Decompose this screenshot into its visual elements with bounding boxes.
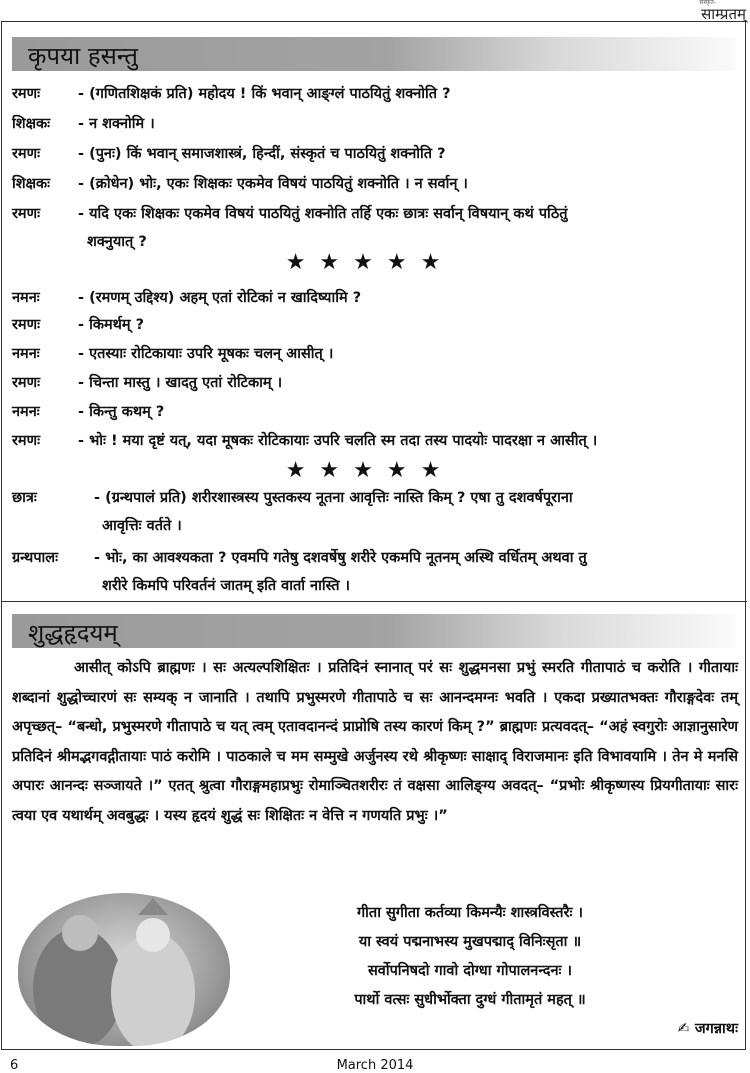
author-signature — [678, 1018, 738, 1038]
verse-line: सर्वोपनिषदो गावो दोग्धा गोपालनन्दनः । — [367, 963, 573, 979]
speaker: रमणः — [12, 86, 41, 102]
dialogue-line — [12, 401, 738, 421]
dialogue-text: - भोः ! मया दृष्टं यत्, यदा मूषकः रोटिकायाः उपरि चलति स्म तदा तस्य पादयोः पादरक्षा न आसीत् । — [78, 433, 598, 449]
brand-small: संस्कृत- — [699, 0, 716, 6]
dialogue-text: - (क्रोधेन) भोः, एकः शिक्षकः एकमेव विषयं पाठयितुं शक्नोति । न सर्वान् । — [78, 176, 468, 192]
speaker: रमणः — [12, 146, 41, 162]
dialogue-line — [12, 203, 738, 223]
story-paragraph: आसीत् कोऽपि ब्राह्मणः । सः अत्यल्पशिक्षितः । प्रतिदिनं स्नानात् परं सः शुद्धमनसा प्रभुं स्मरति गीतापाठं च करोति । गीतायाः शब्दानां शुद्धोच्चारणं सः सम्यक् न जानाति । तथापि प्रभुस्मरणे गीतापाठे च सः आनन्दमग्नः भवति । एकदा प्रख्यातभक्तः गौराङ्गदेवः तम् अपृच्छत्– “बन्धो, प्रभुस्मरणे गीतापाठे च यत् त्वम् एतावदानन्दं प्राप्नोषि तस्य कारणं किम् ?” ब्राह्मणः प्रत्यवदत्– “अहं स्वगुरोः आज्ञानुसारेण प्रतिदिनं श्रीमद्भगवद्गीतायाः पाठं करोमि । पाठकाले च मम सम्मुखे अर्जुनस्य रथे श्रीकृष्णः साक्षाद् विराजमानः इति विभावयामि । तेन मे मनसि अपारः आनन्दः सञ्जायते ।” एतत् श्रुत्वा गौराङ्गमहाप्रभुः रोमाञ्चितशरीरः तं वक्षसा आलिङ्ग्य अवदत्– “प्रभोः श्रीकृष्णस्य प्रियगीतायाः सारः त्वया एव यथार्थम् अवबुद्धः । यस्य हृदयं शुद्धं सः शिक्षितः न वेत्ति न गणयति प्रभुः ।” — [12, 660, 738, 824]
section-divider — [1, 601, 747, 602]
dialogue-text: - (रमणम् उद्दिश्य) अहम् एतां रोटिकां न खादिष्यामि ? — [78, 290, 362, 306]
dialogue-continuation: आवृत्तिः वर्तते । — [102, 518, 182, 534]
dialogue-text: - एतस्याः रोटिकायाः उपरि मूषकः चलन् आसीत् । — [78, 346, 334, 362]
section1-title: कृपया हसन्तु — [28, 42, 138, 70]
author-name: जगन्नाथः — [694, 1021, 738, 1037]
dialogue-continuation: शरीरे किमपि परिवर्तनं जातम् इति वार्ता नास्ति । — [102, 578, 351, 594]
verse-line: गीता सुगीता कर्तव्या किमन्यैः शास्त्रविस्तरैः । — [357, 905, 583, 921]
dialogue-text: - (गणितशिक्षकं प्रति) महोदय ! किं भवान् आङ्ग्लं पाठयितुं शक्नोति ? — [78, 86, 451, 102]
dialogue-line — [12, 83, 738, 103]
issue-date: March 2014 — [336, 1058, 414, 1073]
speaker: छात्रः — [12, 490, 37, 506]
speaker: नमनः — [12, 290, 40, 306]
dialogue-text: - (पुनः) किं भवान् समाजशास्त्रं, हिन्दीं, संस्कृतं च पाठयितुं शक्नोति ? — [78, 146, 446, 162]
dialogue-text: - किन्तु कथम् ? — [78, 404, 165, 420]
section2-title: शुद्धहृदयम् — [28, 619, 118, 647]
verse-line: पार्थो वत्सः सुधीर्भोक्ता दुग्धं गीतामृतं महत् ॥ — [354, 992, 586, 1008]
brand-name: साम्प्रतम् — [701, 5, 746, 23]
speaker: रमणः — [12, 206, 41, 222]
star-separator: ★★★★★ — [285, 250, 455, 275]
dialogue-line — [12, 143, 738, 163]
dialogue-line — [12, 343, 738, 363]
quill-icon: ✍ — [677, 1021, 695, 1037]
section1-title-bar — [12, 37, 736, 71]
dialogue-line — [12, 287, 738, 307]
verse-line: या स्वयं पद्मनाभस्य मुखपद्माद् विनिःसृता ॥ — [358, 934, 582, 950]
dialogue-text: - चिन्ता मास्तु । खादतु एतां रोटिकाम् । — [78, 375, 283, 391]
magazine-brand — [699, 0, 746, 22]
speaker: ग्रन्थपालः — [12, 550, 59, 566]
speaker: शिक्षकः — [12, 176, 51, 192]
page-number: 6 — [10, 1058, 19, 1073]
speaker: रमणः — [12, 433, 41, 449]
speaker: रमणः — [12, 317, 41, 333]
dialogue-line — [12, 487, 738, 507]
star-separator: ★★★★★ — [285, 458, 455, 483]
speaker: नमनः — [12, 346, 40, 362]
dialogue-text: - भोः, का आवश्यकता ? एवमपि गतेषु दशवर्षेषु शरीरे एकमपि नूतनम् अस्थि वर्धितम् अथवा तु — [94, 550, 587, 566]
krishna-arjuna-illustration — [18, 893, 230, 1046]
dialogue-line — [12, 314, 738, 334]
speaker: नमनः — [12, 404, 40, 420]
speaker: शिक्षकः — [12, 116, 51, 132]
dialogue-line — [12, 372, 738, 392]
dialogue-line — [12, 430, 738, 450]
dialogue-text: - न शक्नोमि । — [78, 116, 155, 132]
dialogue-text: - यदि एकः शिक्षकः एकमेव विषयं पाठयितुं शक्नोति तर्हि एकः छात्रः सर्वान् विषयान् कथं पठितुं — [78, 206, 568, 222]
dialogue-continuation: शक्नुयात् ? — [87, 234, 147, 250]
dialogue-line — [12, 173, 738, 193]
dialogue-text: - (ग्रन्थपालं प्रति) शरीरशास्त्रस्य पुस्तकस्य नूतना आवृत्तिः नास्ति किम् ? एषा तु दशवर्षपूराना — [94, 490, 573, 506]
section2-title-bar — [12, 614, 736, 648]
speaker: रमणः — [12, 375, 41, 391]
dialogue-line — [12, 113, 738, 133]
dialogue-line — [12, 547, 738, 567]
dialogue-text: - किमर्थम् ? — [78, 317, 145, 333]
